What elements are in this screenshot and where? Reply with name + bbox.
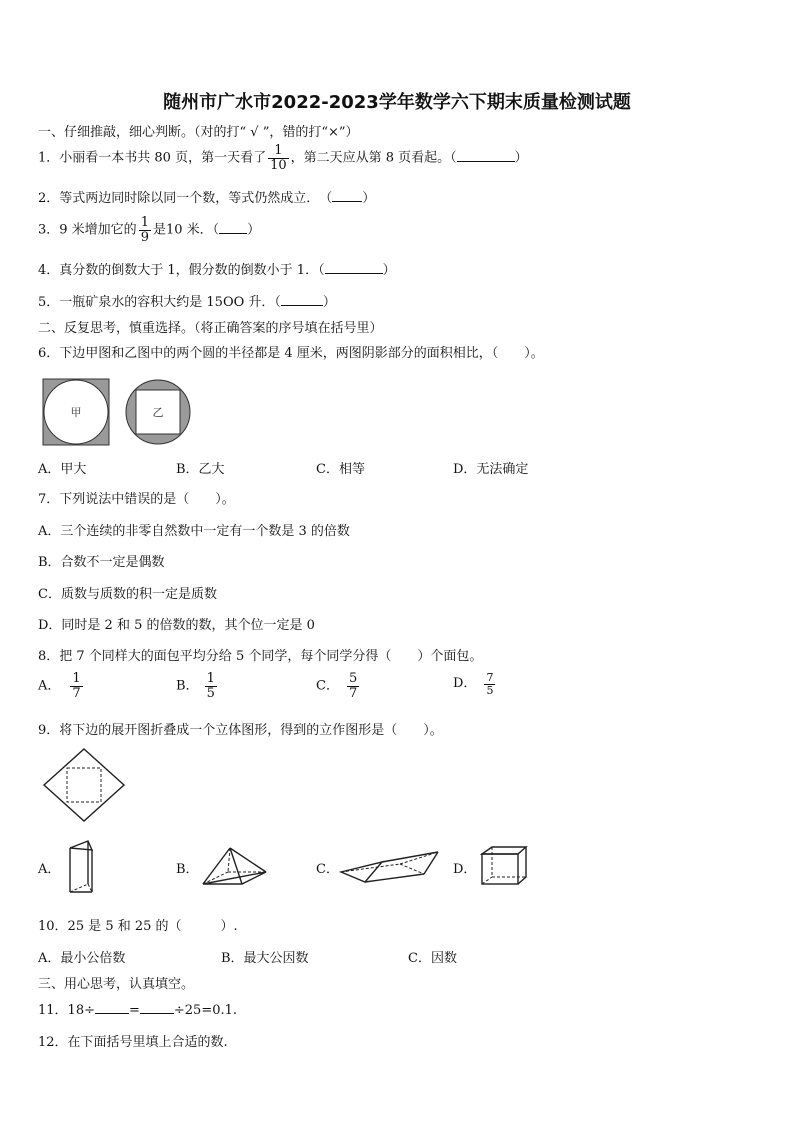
question-1-fraction: $\frac{1}{10}$: [270, 143, 287, 173]
answer-blank-2[interactable]: [332, 189, 362, 202]
q6-option-a[interactable]: A．甲大: [38, 462, 87, 477]
net-diagram: [40, 746, 130, 824]
question-3-text: 3．9 米增加它的: [38, 222, 137, 238]
answer-blank-1[interactable]: [457, 149, 515, 162]
q8-option-b-fraction: $\frac{1}{5}$: [206, 671, 215, 701]
q7-option-c[interactable]: C．质数与质数的积一定是质数: [38, 587, 217, 602]
q6-option-d[interactable]: D．无法确定: [453, 462, 529, 477]
q8-option-b[interactable]: B． $\frac{1}{5}$: [176, 671, 215, 701]
question-6-text: 6．下边甲图和乙图中的两个圆的半径都是 4 厘米，两图阴影部分的面积相比，（ ）。: [38, 346, 544, 361]
section-1-heading: 一、仔细推敲，细心判断。（对的打“ √ ”，错的打“×”）: [38, 125, 359, 140]
question-2: 2．等式两边同时除以同一个数，等式仍然成立． （ ）: [38, 191, 376, 206]
q7-option-d[interactable]: D．同时是 2 和 5 的倍数的数，其个位一定是 0: [38, 618, 315, 633]
q10-option-b[interactable]: B．最大公因数: [221, 951, 309, 966]
q8-option-d-fraction: $\frac{7}{5}$: [486, 671, 494, 697]
q7-option-a[interactable]: A．三个连续的非零自然数中一定有一个数是 3 的倍数: [38, 524, 350, 539]
q8-option-c[interactable]: C． $\frac{5}{7}$: [316, 671, 358, 701]
question-5-text: 5．一瓶矿泉水的容积大约是 15OO 升．（: [38, 295, 281, 310]
section-3-heading: 三、用心思考，认真填空。: [38, 977, 195, 992]
question-1: 1．小丽看一本书共 80 页，第一天看了 $\frac{1}{10}$ ，第二天应从第 8 页看起。（ ）: [38, 143, 528, 173]
question-2-text: 2．等式两边同时除以同一个数，等式仍然成立． （: [38, 191, 333, 206]
answer-blank-4[interactable]: [325, 261, 383, 274]
cube-icon[interactable]: [478, 844, 530, 888]
q9-option-a-label[interactable]: A．: [38, 862, 61, 877]
q9-option-b-label[interactable]: B．: [176, 862, 199, 877]
q8-option-c-fraction: $\frac{5}{7}$: [348, 671, 358, 701]
section-2-heading: 二、反复思考，慎重选择。（将正确答案的序号填在括号里）: [38, 321, 383, 336]
answer-blank-11a[interactable]: [95, 1001, 129, 1014]
q6-option-c[interactable]: C．相等: [316, 462, 365, 477]
q10-option-c[interactable]: C．因数: [408, 951, 457, 966]
question-10-text: 10．25 是 5 和 25 的（ ）.: [38, 919, 238, 934]
answer-blank-5[interactable]: [281, 293, 323, 306]
square-pyramid-icon[interactable]: [200, 844, 270, 888]
page-title: 随州市广水市2022-2023学年数学六下期末质量检测试题: [163, 92, 631, 113]
answer-blank-3[interactable]: [219, 221, 247, 234]
figure-yi: [126, 380, 190, 444]
question-4-text: 4．真分数的倒数大于 1，假分数的倒数小于 1．（: [38, 263, 325, 278]
question-12-text: 12．在下面括号里填上合适的数.: [38, 1035, 228, 1050]
q8-option-a-fraction: $\frac{1}{7}$: [72, 671, 81, 701]
triangular-prism-lying-icon[interactable]: [338, 846, 442, 886]
question-8-text: 8．把 7 个同样大的面包平均分给 5 个同学，每个同学分得（ ）个面包。: [38, 649, 483, 664]
q9-option-c-label[interactable]: C．: [316, 862, 339, 877]
q8-option-d[interactable]: D． $\frac{7}{5}$: [453, 671, 494, 697]
question-3: 3．9 米增加它的 $\frac{1}{9}$ 是10 米．（ ）: [38, 215, 261, 245]
question-6-figures: [42, 378, 192, 446]
question-9-text: 9．将下边的展开图折叠成一个立体图形，得到的立作图形是（ ）。: [38, 723, 443, 738]
figure-yi-label: 乙: [152, 406, 164, 419]
question-4: 4．真分数的倒数大于 1，假分数的倒数小于 1．（ ）: [38, 263, 396, 278]
question-7-text: 7．下列说法中错误的是（ ）。: [38, 492, 235, 507]
triangular-prism-upright-icon[interactable]: [64, 838, 98, 898]
q6-option-b[interactable]: B．乙大: [176, 462, 225, 477]
q8-option-a[interactable]: A． $\frac{1}{7}$: [38, 671, 81, 701]
question-5: 5．一瓶矿泉水的容积大约是 15OO 升．（ ）: [38, 295, 336, 310]
answer-blank-11b[interactable]: [140, 1001, 174, 1014]
q9-option-d-label[interactable]: D．: [453, 862, 477, 877]
question-3-fraction: $\frac{1}{9}$: [140, 215, 149, 245]
question-1-text: 1．小丽看一本书共 80 页，第一天看了: [38, 150, 267, 166]
figure-jia: [43, 379, 109, 445]
figure-jia-label: 甲: [70, 406, 82, 419]
q10-option-a[interactable]: A．最小公倍数: [38, 951, 126, 966]
question-11: 11．18÷ = ÷25=0.1.: [38, 1003, 238, 1018]
q7-option-b[interactable]: B．合数不一定是偶数: [38, 555, 165, 570]
